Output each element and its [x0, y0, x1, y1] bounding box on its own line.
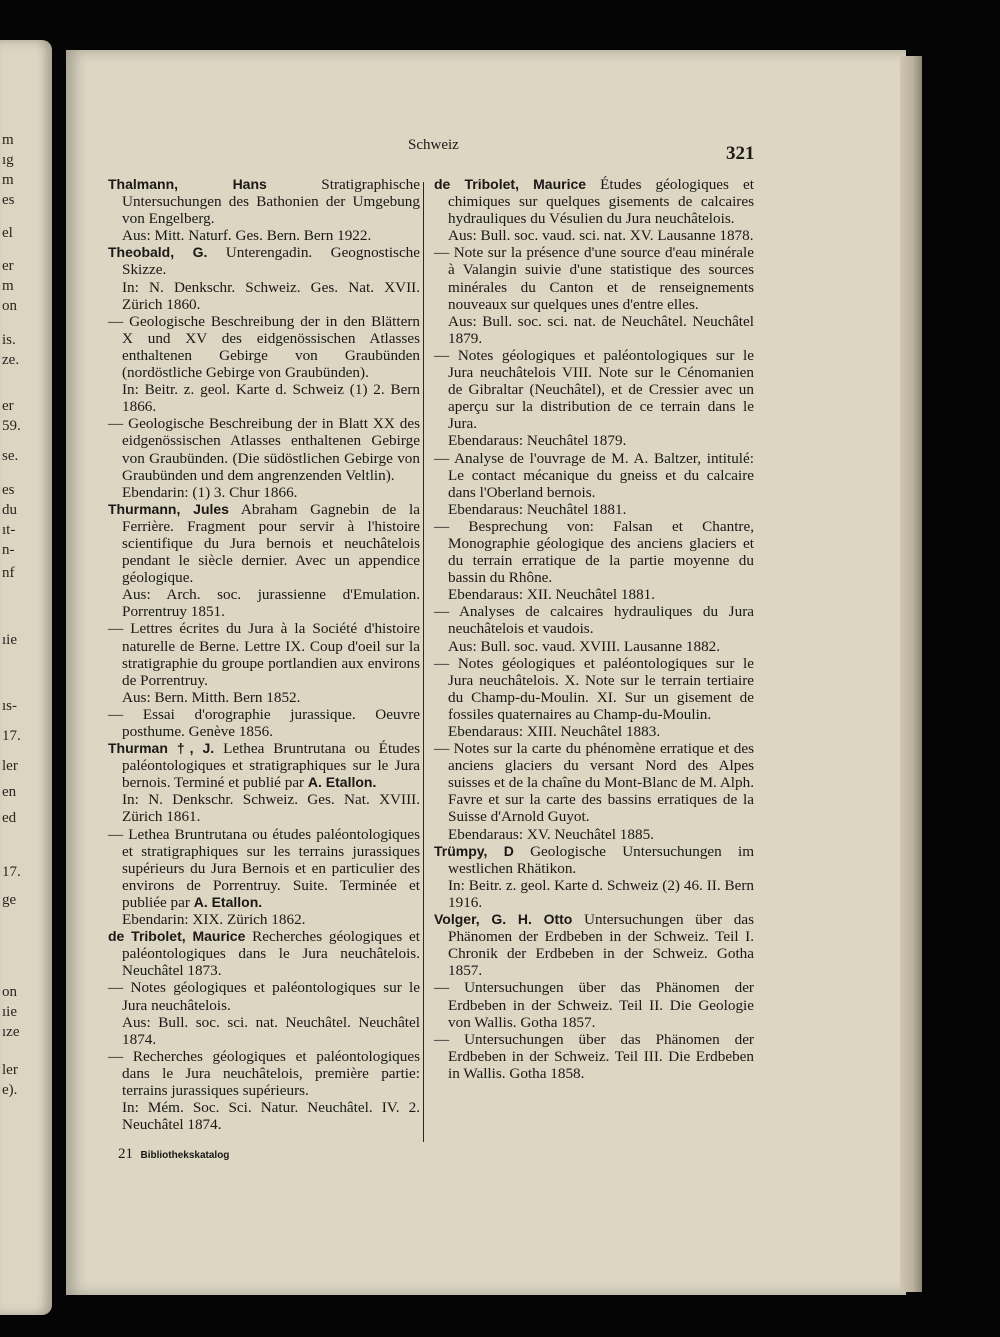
- left-page-fragment: ıie: [2, 632, 17, 648]
- signature-number: 21: [118, 1146, 133, 1162]
- entry-editor: A. Etallon.: [193, 893, 263, 910]
- running-title: Schweiz: [408, 137, 459, 153]
- entry-title: Lethea Bruntrutana ou études paléontologiques et stratigraphiques sur les terrains jurassiques supérieurs du Jura Bernois et en particulier des environs de Porrentruy. Suite. Terminée et publiée par: [122, 825, 420, 911]
- entry-source: In: N. Denkschr. Schweiz. Ges. Nat. XVIII. Zürich 1861.: [122, 791, 420, 826]
- left-page-fragment: el: [2, 225, 13, 241]
- entry-title: Geologische Untersuchungen im westlichen Rhätikon.: [448, 842, 755, 877]
- entry-title: Untersuchungen über das Phänomen der Erdbeben in der Schweiz. Teil II. Die Geologie von Wallis. Gotha 1857.: [448, 979, 754, 1031]
- bibliography-entry: [108, 415, 420, 500]
- entry-author: —: [108, 979, 124, 997]
- left-page-fragment: se.: [2, 448, 19, 464]
- bibliography-entry: [108, 176, 420, 244]
- bibliography-entry: [434, 347, 754, 450]
- bibliography-entry: [108, 928, 420, 979]
- left-page-fragment: ler: [2, 758, 18, 774]
- entry-title: Notes géologiques et paléontologiques sur le Jura neuchâtelois VIII. Note sur le Cénomanien de Gibraltar (Neuchâtel), et de Cressier avec un aperçu sur la distribution de ce terrain dans le Jura.: [448, 346, 754, 433]
- left-page-fragment: 17.: [2, 728, 21, 744]
- entry-author: Volger, G. H. Otto: [434, 911, 573, 928]
- entry-source: Ebendaraus: Neuchâtel 1879.: [448, 432, 627, 450]
- left-page-edge: [0, 40, 52, 1315]
- entry-author: de Tribolet, Maurice: [108, 928, 246, 945]
- bibliography-entry: [434, 603, 754, 654]
- bibliography-entry: [108, 620, 420, 705]
- entry-author: —: [434, 1030, 450, 1048]
- page-number: 321: [726, 143, 755, 164]
- entry-author: —: [434, 654, 450, 672]
- left-page-fragment: er: [2, 398, 14, 414]
- entry-author: —: [434, 517, 450, 535]
- left-page-fragment: ıs-: [2, 698, 17, 714]
- left-page-fragment: 17.: [2, 864, 21, 880]
- entry-title: Notes géologiques et paléontologiques sur le Jura neuchâtelois. X. Note sur le terrain tertiaire du Champ-du-Moulin. XI. Sur un gisement de fossiles quaternaires au Champ-du-Moulin.: [448, 654, 754, 723]
- bibliography-entry: [434, 244, 754, 347]
- left-page-fragment: n-: [2, 542, 15, 558]
- entry-source: Ebendaraus: Neuchâtel 1881.: [448, 500, 627, 518]
- entry-title: Recherches géologiques et paléontologiques dans le Jura neuchâtelois. Neuchâtel 1873.: [122, 928, 420, 980]
- entry-author: de Tribolet, Maurice: [434, 176, 587, 192]
- entry-title: Abraham Gagnebin de la Ferrière. Fragment pour servir à l'histoire scientifique du Jura bernois et neuchâtelois pendant le siècle dernier. Avec un appendice géologique.: [122, 500, 420, 587]
- entry-author: —: [108, 620, 124, 638]
- entry-author: —: [434, 346, 450, 364]
- entry-author: Thalmann, Hans: [108, 176, 267, 192]
- entry-source: Aus: Bull. soc. vaud. sci. nat. XV. Lausanne 1878.: [448, 227, 754, 245]
- right-column: [434, 176, 754, 1082]
- entry-title: Recherches géologiques et paléontologiques dans le Jura neuchâtelois, première partie: terrains jurassiques supérieurs.: [122, 1047, 421, 1099]
- entry-title: Besprechung von: Falsan et Chantre, Monographie géologique des anciens glaciers et du terrain erratique de la partie moyenne du bassin du Rhône.: [448, 517, 755, 587]
- left-page-fragment: is.: [2, 332, 16, 348]
- entry-author: —: [108, 825, 124, 843]
- entry-title: Untersuchungen über das Phänomen der Erdbeben in der Schweiz. Teil III. Die Erdbeben in Wallis. Gotha 1858.: [448, 1030, 754, 1082]
- entry-author: Thurman †, J.: [108, 740, 215, 757]
- entry-author: —: [108, 1047, 124, 1065]
- entry-title: Études géologiques et chimiques sur quelques gisements de calcaires hydrauliques du Vésulien du Jura neuchâtelois.: [448, 176, 754, 228]
- entry-source: Ebendaraus: XV. Neuchâtel 1885.: [448, 825, 654, 843]
- left-page-fragment: ıie: [2, 1004, 17, 1020]
- left-page-fragment: ed: [2, 810, 17, 826]
- entry-author: —: [434, 244, 450, 262]
- bibliography-entry: [434, 911, 754, 979]
- signature-text: Bibliothekskatalog: [140, 1150, 230, 1161]
- bibliography-entry: [434, 979, 754, 1030]
- entry-source: Aus: Bull. soc. sci. nat. Neuchâtel. Neuchâtel 1874.: [122, 1013, 420, 1048]
- entry-source: In: Beitr. z. geol. Karte d. Schweiz (2) 46. II. Bern 1916.: [448, 876, 754, 911]
- entry-author: Trümpy, D: [434, 842, 514, 859]
- entry-title: Lettres écrites du Jura à la Société d'histoire naturelle de Berne. Lettre IX. Coup d'oeil sur la stratigraphie du groupe portlandien aux environs de Porrentruy.: [122, 620, 420, 689]
- bibliography-entry: [434, 740, 754, 843]
- bibliography-entry: [108, 740, 420, 825]
- entry-source: Aus: Arch. soc. jurassienne d'Emulation. Porrentruy 1851.: [122, 586, 420, 621]
- left-page-fragment: nf: [2, 565, 15, 581]
- entry-source: Ebendaraus: XII. Neuchâtel 1881.: [448, 586, 656, 604]
- left-page-fragment: er: [2, 258, 14, 274]
- left-page-fragment: es: [2, 192, 15, 208]
- entry-title: Notes géologiques et paléontologiques sur le Jura neuchâtelois.: [122, 979, 421, 1014]
- entry-source: In: N. Denkschr. Schweiz. Ges. Nat. XVII. Zürich 1860.: [122, 278, 420, 313]
- entry-source: Aus: Bull. soc. sci. nat. de Neuchâtel. Neuchâtel 1879.: [448, 312, 754, 347]
- entry-title: Note sur la présence d'une source d'eau minérale à Valangin suivie d'une statistique des sources minérales du Canton et de renseignements nouveaux sur quelques unes d'entre elles.: [448, 244, 755, 313]
- left-page-fragment: 59.: [2, 418, 21, 434]
- left-page-fragment: ge: [2, 892, 17, 908]
- bibliography-entry: [108, 826, 420, 929]
- entry-author: —: [434, 603, 450, 621]
- entry-author: —: [108, 312, 124, 330]
- entry-source: In: Mém. Soc. Sci. Natur. Neuchâtel. IV. 2. Neuchâtel 1874.: [122, 1099, 420, 1134]
- column-divider: [423, 182, 424, 1142]
- bibliography-entry: [108, 244, 420, 312]
- left-page-fragment: ıt-: [2, 522, 16, 538]
- bibliography-entry: [108, 501, 420, 621]
- bibliography-entry: [434, 450, 754, 518]
- entry-title: Essai d'orographie jurassique. Oeuvre posthume. Genève 1856.: [122, 705, 420, 740]
- printer-signature: [118, 1146, 229, 1163]
- entry-title: Geologische Beschreibung der in Blatt XX des eidgenössischen Atlasses enthaltenen Gebirge von Graubünden. (Die südöstlichen Gebirge von Graubünden und dem angrenzenden Veltlin).: [122, 415, 421, 484]
- entry-source: Ebendarin: XIX. Zürich 1862.: [122, 911, 306, 929]
- left-page-fragment: m: [2, 132, 14, 148]
- bibliography-entry: [108, 706, 420, 740]
- entry-title: Unterengadin. Geognostische Skizze.: [122, 244, 421, 279]
- bibliography-entry: [108, 1048, 420, 1133]
- left-page-fragment: es: [2, 482, 15, 498]
- entry-author: —: [434, 449, 450, 467]
- entry-title: Geologische Beschreibung der in den Blättern X und XV des eidgenössischen Atlasses enthaltenen Gebirge von Graubünden (nordöstliche Gebirge von Graubünden).: [122, 312, 420, 382]
- entry-author: —: [434, 979, 450, 997]
- left-page-fragment: m: [2, 278, 14, 294]
- entry-source: Aus: Mitt. Naturf. Ges. Bern. Bern 1922.: [122, 227, 372, 245]
- left-page-fragment: on: [2, 984, 17, 1000]
- bibliography-entry: [434, 1031, 754, 1082]
- bibliography-entry: [434, 655, 754, 740]
- entry-source: Aus: Bern. Mitth. Bern 1852.: [122, 688, 301, 706]
- entry-author: —: [108, 705, 124, 723]
- bibliography-entry: [434, 843, 754, 911]
- entry-source: Ebendarin: (1) 3. Chur 1866.: [122, 483, 298, 501]
- entry-title: Lethea Bruntrutana ou Études paléontologiques et stratigraphiques sur le Jura bernois. Terminé et publié par: [122, 740, 420, 792]
- entry-author: Theobald, G.: [108, 244, 208, 261]
- page-stack-edge: [900, 56, 922, 1292]
- entry-title: Notes sur la carte du phénomène erratique et des anciens glaciers du versant Nord des Alpes suisses et de la chaîne du Mont-Blanc de M. Alph. Favre et sur la carte des bassins erratiques de la Suisse d'Arnold Guyot.: [448, 740, 754, 826]
- entry-author: —: [434, 740, 450, 758]
- entry-title: Analyses de calcaires hydrauliques du Jura neuchâtelois et vaudois.: [448, 603, 754, 638]
- entry-editor: A. Etallon.: [307, 774, 377, 791]
- entry-title: Untersuchungen über das Phänomen der Erdbeben in der Schweiz. Teil I. Chronik der Erdbeben in der Schweiz. Gotha 1857.: [448, 911, 755, 980]
- left-page-fragment: ıg: [2, 152, 14, 168]
- bibliography-entry: [434, 176, 754, 244]
- left-page-fragment: du: [2, 502, 17, 518]
- entry-author: Thurmann, Jules: [108, 500, 229, 517]
- left-page-fragment: m: [2, 172, 14, 188]
- entry-source: Aus: Bull. soc. vaud. XVIII. Lausanne 1882.: [448, 637, 721, 655]
- entry-source: Ebendaraus: XIII. Neuchâtel 1883.: [448, 723, 661, 740]
- left-column: [108, 176, 420, 1133]
- bibliography-entry: [108, 313, 420, 416]
- left-page-fragment: ler: [2, 1062, 18, 1078]
- entry-title: Analyse de l'ouvrage de M. A. Baltzer, intitulé: Le contact mécanique du gneiss et du calcaire dans l'Oberland bernois.: [448, 449, 754, 501]
- left-page-fragment: ıze: [2, 1024, 20, 1040]
- entry-title: Stratigraphische Untersuchungen des Bathonien der Umgebung von Engelberg.: [122, 176, 420, 228]
- entry-source: In: Beitr. z. geol. Karte d. Schweiz (1) 2. Bern 1866.: [122, 381, 420, 416]
- left-page-fragment: on: [2, 298, 17, 314]
- left-page-fragment: en: [2, 784, 17, 800]
- left-page-fragment: e).: [2, 1082, 18, 1098]
- entry-author: —: [108, 415, 124, 433]
- bibliography-entry: [108, 979, 420, 1047]
- bibliography-entry: [434, 518, 754, 603]
- left-page-fragment: ze.: [2, 352, 20, 368]
